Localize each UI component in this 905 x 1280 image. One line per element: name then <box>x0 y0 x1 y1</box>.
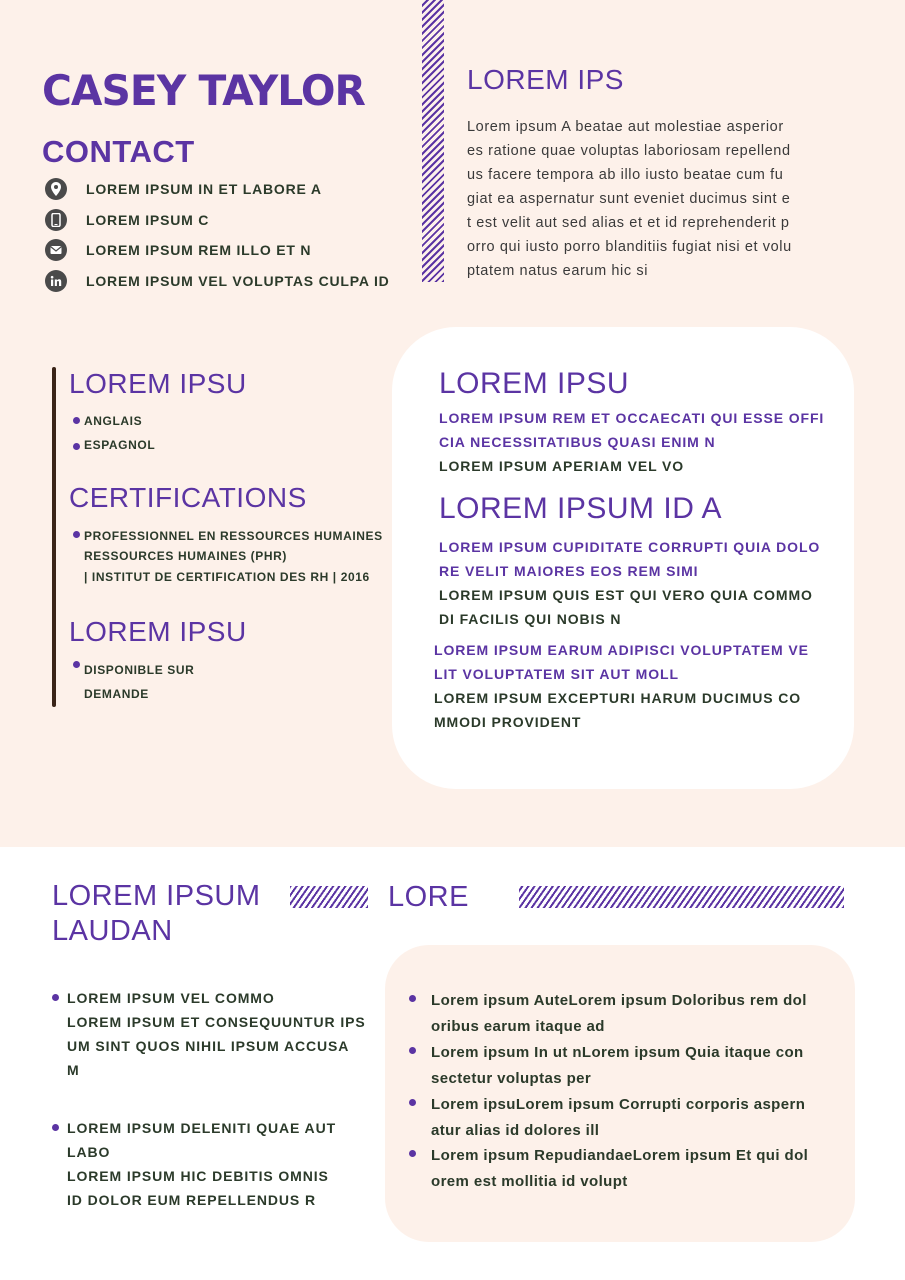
education-detail: LOREM IPSUM APERIAM VEL VO <box>439 458 685 474</box>
experience-heading: LOREM IPSUM ID A <box>439 492 723 525</box>
about-heading: LOREM IPS <box>467 64 624 95</box>
location-pin-icon <box>45 178 67 200</box>
experience-detail: LOREM IPSUM CUPIDITATE CORRUPTI QUIA DOLO <box>439 539 821 555</box>
contact-heading: CONTACT <box>42 134 195 169</box>
bullet-icon <box>409 995 416 1002</box>
bullet-icon <box>409 1099 416 1106</box>
language-item: ESPAGNOL <box>84 438 156 452</box>
contact-item-phone <box>45 208 209 232</box>
contact-linkedin-text: LOREM IPSUM VEL VOLUPTAS CULPA ID <box>86 273 390 289</box>
interest-line: orem est mollitia id volupt <box>431 1173 628 1190</box>
email-icon <box>45 239 67 261</box>
interest-line: atur alias id dolores ill <box>431 1122 600 1139</box>
references-line: DEMANDE <box>84 687 149 701</box>
bullet-icon <box>409 1150 416 1157</box>
interest-line: Lorem ipsum AuteLorem ipsum Doloribus rem dol <box>431 992 807 1009</box>
skills-line: M <box>67 1062 80 1078</box>
experience-detail: DI FACILIS QUI NOBIS N <box>439 611 622 627</box>
interest-line: sectetur voluptas per <box>431 1070 592 1087</box>
skills-line: UM SINT QUOS NIHIL IPSUM ACCUSA <box>67 1038 350 1054</box>
interest-line: Lorem ipsuLorem ipsum Corrupti corporis aspern <box>431 1096 806 1113</box>
contact-item-linkedin <box>45 269 390 293</box>
about-line: giat ea aspernatur sunt eveniet ducimus sint e <box>467 191 791 207</box>
bullet-icon <box>409 1047 416 1054</box>
contact-phone-text: LOREM IPSUM C <box>86 212 210 228</box>
skills-line: LABO <box>67 1144 111 1160</box>
interest-line: Lorem ipsum RepudiandaeLorem ipsum Et qui dol <box>431 1147 809 1164</box>
experience-detail: LOREM IPSUM EXCEPTURI HARUM DUCIMUS CO <box>434 690 802 706</box>
experience-detail: RE VELIT MAIORES EOS REM SIMI <box>439 563 699 579</box>
about-line: t est velit aut sed alias et et id reprehenderit p <box>467 215 790 231</box>
skills-line: LOREM IPSUM VEL COMMO <box>67 990 275 1006</box>
about-line: Lorem ipsum A beatae aut molestiae asperior <box>467 119 784 135</box>
interest-line: oribus earum itaque ad <box>431 1018 605 1035</box>
bullet-icon <box>73 531 80 538</box>
linkedin-icon <box>45 270 67 292</box>
about-line: orro qui iusto porro blanditiis fugiat nisi et volu <box>467 239 792 255</box>
hatched-decoration <box>290 886 368 908</box>
education-detail: CIA NECESSITATIBUS QUASI ENIM N <box>439 434 716 450</box>
contact-address-text: LOREM IPSUM IN ET LABORE A <box>86 181 322 197</box>
phone-icon <box>45 209 67 231</box>
experience-detail: LOREM IPSUM EARUM ADIPISCI VOLUPTATEM VE <box>434 642 809 658</box>
references-heading: LOREM IPSU <box>69 616 247 647</box>
skills-line: LOREM IPSUM ET CONSEQUUNTUR IPS <box>67 1014 366 1030</box>
hatched-decoration <box>519 886 844 908</box>
contact-item-address <box>45 177 322 201</box>
experience-detail: MMODI PROVIDENT <box>434 714 582 730</box>
education-detail: LOREM IPSUM REM ET OCCAECATI QUI ESSE OFFI <box>439 410 825 426</box>
interest-line: Lorem ipsum In ut nLorem ipsum Quia itaque con <box>431 1044 804 1061</box>
experience-detail: LIT VOLUPTATEM SIT AUT MOLL <box>434 666 679 682</box>
bullet-icon <box>52 994 59 1001</box>
language-item: ANGLAIS <box>84 414 143 428</box>
references-line: DISPONIBLE SUR <box>84 663 195 677</box>
skills-heading <box>52 879 261 949</box>
skills-line: LOREM IPSUM DELENITI QUAE AUT <box>67 1120 337 1136</box>
about-line: ptatem natus earum hic si <box>467 263 649 279</box>
certifications-heading: CERTIFICATIONS <box>69 482 307 513</box>
bullet-icon <box>73 417 80 424</box>
about-paragraph <box>467 115 857 283</box>
contact-item-email <box>45 238 311 262</box>
certification-line: PROFESSIONNEL EN RESSOURCES HUMAINES <box>84 529 383 543</box>
education-heading: LOREM IPSU <box>439 367 630 400</box>
candidate-name: CASEY TAYLOR <box>42 66 365 115</box>
left-accent-bar <box>52 367 56 707</box>
certification-line: | INSTITUT DE CERTIFICATION DES RH | 2016 <box>84 570 370 584</box>
languages-heading: LOREM IPSU <box>69 368 247 399</box>
about-line: es ratione quae voluptas laboriosam repellend <box>467 143 791 159</box>
hatched-divider <box>422 0 444 282</box>
skills-line: ID DOLOR EUM REPELLENDUS R <box>67 1192 316 1208</box>
interests-heading: LORE <box>388 881 469 913</box>
skills-line: LOREM IPSUM HIC DEBITIS OMNIS <box>67 1168 329 1184</box>
contact-email-text: LOREM IPSUM REM ILLO ET N <box>86 242 312 258</box>
bullet-icon <box>52 1124 59 1131</box>
bullet-icon <box>73 443 80 450</box>
experience-detail: LOREM IPSUM QUIS EST QUI VERO QUIA COMMO <box>439 587 813 603</box>
about-line: us facere tempora ab illo iusto beatae cum fu <box>467 167 784 183</box>
bullet-icon <box>73 661 80 668</box>
certification-line: RESSOURCES HUMAINES (PHR) <box>84 549 288 563</box>
skills-heading-line: LAUDAN <box>52 915 173 947</box>
skills-heading-line: LOREM IPSUM <box>52 880 261 912</box>
